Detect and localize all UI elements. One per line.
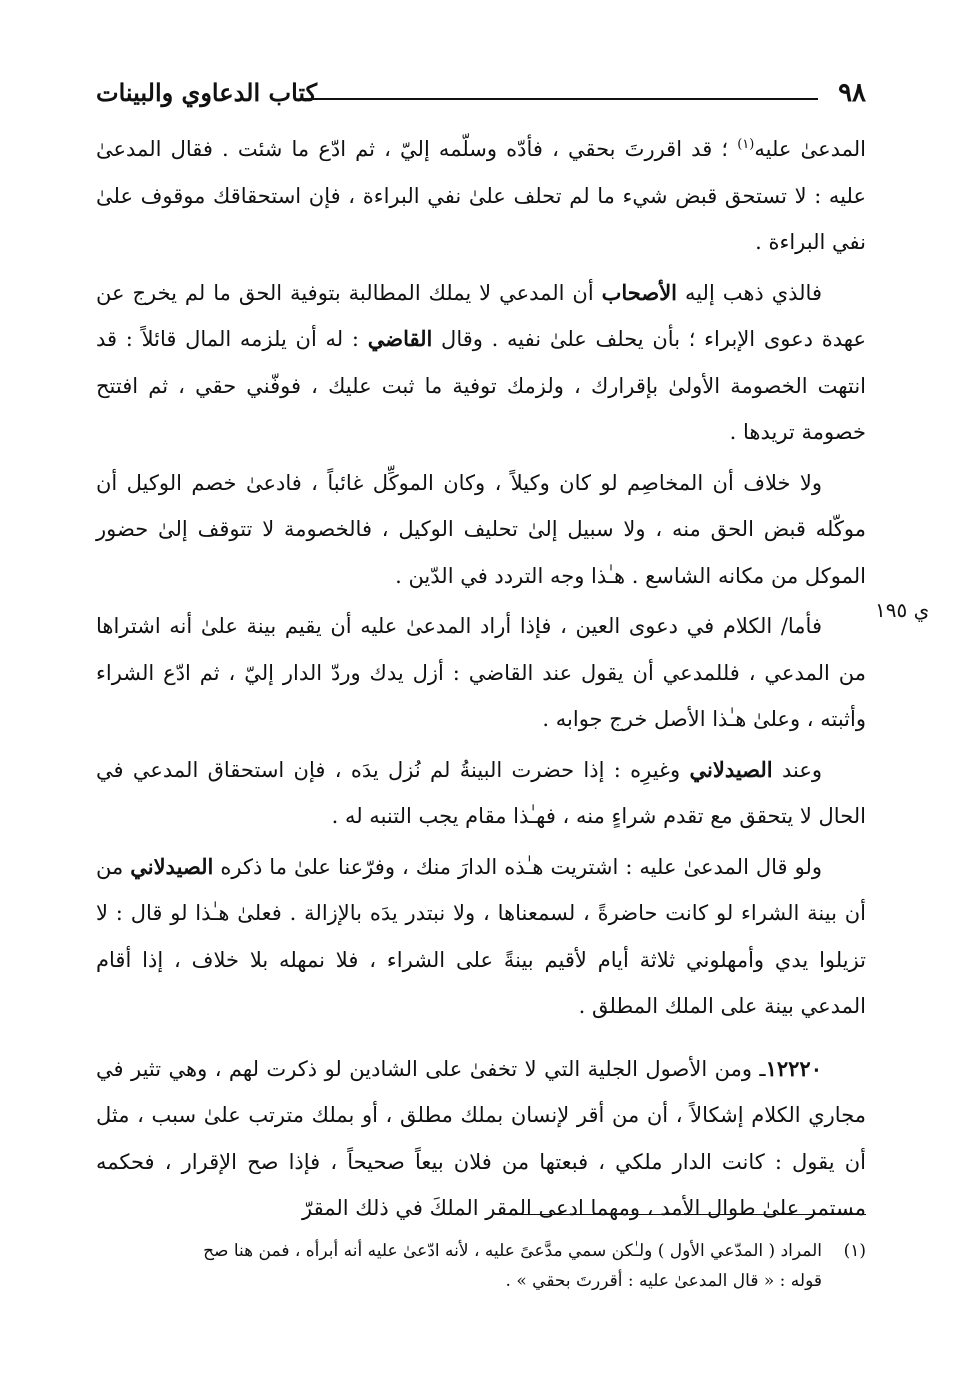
name-saydalani: الصيدلاني	[689, 756, 773, 782]
paragraph-1-text-b: ؛ قد اقررتَ بحقي ، فأدّه وسلّمه إليّ ، ثم ادّع ما شئت . فقال المدعىٰ عليه : لا تستحق قبض شيء ما لم تحلف علىٰ نفي البراءة ، فإن استحقاقك موقوف علىٰ نفي البراءة .	[96, 137, 866, 254]
footnote-line-1	[96, 1236, 866, 1266]
paragraph-1-text-a: المدعىٰ عليه	[754, 137, 866, 161]
margin-note: ي ١٩٥	[875, 598, 930, 622]
paragraph-4: فأما/ الكلام في دعوى العين ، فإذا أراد المدعىٰ عليه أن يقيم بينة علىٰ أنه اشتراها من المدعي ، فللمدعي أن يقول عند القاضي : أزل يدك وردّ الدار إليّ ، ثم ادّع الشراء وأثبته ، وعلىٰ هـٰذا الأصل خرج جوابه .	[96, 614, 866, 731]
paragraph-2-text-c: أن المدعي لا يملك المطالبة بتوفية الحق ما لم يخرج عن عهدة دعوى الإبراء ؛ بأن يحلف علىٰ نفيه . وقال	[96, 280, 867, 351]
paragraph-1	[96, 126, 866, 266]
section-number: ١٢٢٢٠	[765, 1055, 822, 1081]
footnotes	[96, 1236, 866, 1296]
name-ashab: الأصحاب	[601, 279, 678, 305]
paragraph-6-text-a: ولو قال المدعىٰ عليه : اشتريت هـٰذه الدارَ منك ، وفرّعنا علىٰ ما ذكره	[213, 854, 822, 879]
footnote-marker: (١)	[843, 1241, 866, 1261]
paragraph-7	[96, 1046, 866, 1232]
paragraph-5	[96, 747, 866, 840]
footnote-line-2: قوله : « قال المدعىٰ عليه : أقررتَ بحقي » .	[505, 1271, 822, 1291]
header-rule	[301, 98, 818, 100]
footnote-reference: (١)	[737, 137, 755, 152]
paragraph-2-text-d: : له أن يلزمه المال قائلاً : قد انتهت الخصومة الأولىٰ بإقرارك ، ولزمك توفية ما ثبت عليك ، فوفّني حقي ، ثم افتتح خصومة تريدها .	[96, 327, 866, 444]
paragraph-6	[96, 844, 866, 1030]
name-qadi: القاضي	[367, 326, 433, 351]
paragraph-5-text-a: وعند	[772, 757, 822, 782]
page-header	[96, 78, 866, 118]
book-title: كتاب الدعاوي والبينات	[96, 78, 318, 107]
paragraph-6-text-c: من أن بينة الشراء لو كانت حاضرةً ، لسمعناها ، ولا نبتدر يدَه بالإزالة . فعلىٰ هـٰذا لو قال : لا تزيلوا يدي وأمهلوني ثلاثة أيام لأقيم بينةً على الشراء ، فلا نمهله بلا خلاف ، إذا أقام المدعي بينة على الملك المطلق .	[96, 854, 866, 1018]
paragraph-2	[96, 270, 866, 456]
body-text	[96, 126, 866, 1232]
paragraph-7-text-a: ـ ومن الأصول الجلية التي لا تخفىٰ على الشادين لو ذكرت لهم ، وهي تثير في مجاري الكلام إشكالاً ، أن من أقر لإنسان بملك مطلق ، أو بملك مترتب علىٰ سبب ، مثل أن يقول : كانت الدار ملكي ، فبعتها من فلان بيعاً صحيحاً ، فإذا صح الإقرار ، فحكمه مستمر علىٰ طوال الأمد ، ومهما ادعى المقر الملكَ في ذلك المقرّ	[96, 1056, 866, 1220]
paragraph-5-text-c: وغيرِه : إذا حضرت البينةُ لم نُزل يدَه ، فإن استحقاق المدعي في الحال لا يتحقق مع تقدم شراءٍ منه ، فهـٰذا مقام يجب التنبه له .	[96, 757, 866, 828]
document-page	[96, 78, 866, 1318]
name-saydalani: الصيدلاني	[130, 853, 214, 879]
paragraph-3: ولا خلاف أن المخاصِم لو كان وكيلاً ، وكان الموكِّل غائباً ، فادعىٰ خصم الوكيل أن موكّله قبض الحق منه ، ولا سبيل إلىٰ تحليف الوكيل ، فالخصومة لا تتوقف إلىٰ حضور الموكل من مكانه الشاسع . هـٰذا وجه التردد في الدّين .	[96, 470, 866, 588]
footnote-text-1: المراد ( المدّعي الأول ) ولـٰكن سمي مدَّعىً عليه ، لأنه ادّعىٰ عليه أنه أبرأه ، فمن هنا صح	[203, 1241, 822, 1261]
page-number: ٩٨	[838, 78, 866, 108]
footnote-rule	[506, 1214, 866, 1215]
paragraph-2-text-a: فالذي ذهب إليه	[677, 280, 822, 305]
